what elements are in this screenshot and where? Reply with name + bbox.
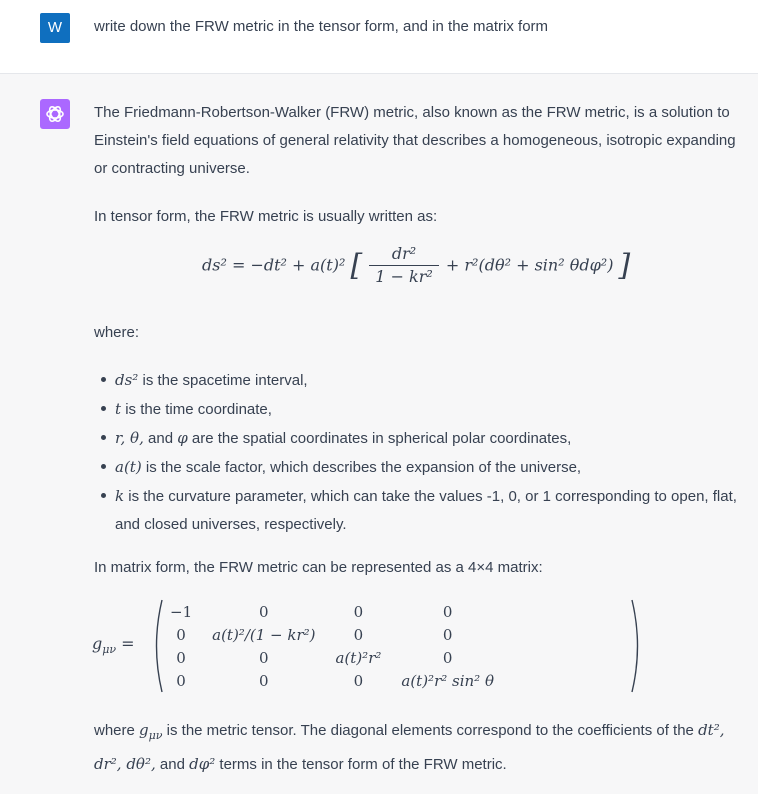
matrix-cell: 0	[176, 625, 186, 644]
user-message-text: write down the FRW metric in the tensor form, and in the matrix form	[94, 18, 549, 35]
tensor-intro: In tensor form, the FRW metric is usually written as:	[94, 208, 438, 225]
left-bracket: [	[350, 248, 363, 283]
equation-lhs: ds² = −dt² + a(t)²	[202, 255, 346, 275]
matrix-cell: 0	[259, 671, 269, 690]
matrix-cell: 0	[176, 648, 186, 667]
assistant-message-row	[0, 74, 758, 794]
matrix-cell: 0	[259, 648, 269, 667]
matrix-row	[160, 646, 504, 669]
where-label: where:	[94, 324, 140, 341]
matrix-cell: 0	[353, 625, 364, 644]
matrix-right-paren	[630, 598, 644, 694]
definitions-list	[94, 366, 744, 539]
right-bracket: ]	[618, 248, 631, 283]
list-item: t is the time coordinate,	[94, 395, 744, 424]
matrix-cell: 0	[442, 648, 453, 667]
equation-fraction	[369, 244, 439, 288]
user-message-row	[0, 0, 758, 74]
intro-paragraph: The Friedmann-Robertson-Walker (FRW) metric, also known as the FRW metric, is a solution to Einstein's field equations of general relativity that describes a homogeneous, isotropic expanding or contracting universe.	[94, 104, 736, 177]
frw-tensor-equation	[202, 244, 630, 288]
list-item: a(t) is the scale factor, which describes the expansion of the universe,	[94, 453, 744, 482]
matrix-cell: 0	[442, 602, 453, 621]
list-item: k is the curvature parameter, which can take the values -1, 0, or 1 corresponding to open, flat, and closed universes, respectively.	[94, 482, 744, 539]
user-avatar: W	[40, 13, 70, 43]
matrix-intro: In matrix form, the FRW metric can be represented as a 4×4 matrix:	[94, 559, 543, 576]
outro-paragraph: where $g_{\mu\nu}$ is the metric tensor. The diagonal elements correspond to the coefficients of the dt², dr², dθ², and dφ² terms in the tensor form of the FRW metric.	[94, 721, 725, 773]
fraction-numerator: dr²	[369, 244, 439, 266]
matrix-row	[160, 623, 504, 646]
matrix-cell: 0	[353, 602, 364, 621]
metric-matrix	[160, 600, 504, 692]
openai-logo-icon	[44, 103, 66, 125]
matrix-row	[160, 669, 504, 692]
matrix-row	[160, 600, 504, 623]
matrix-cell: 0	[353, 671, 364, 690]
assistant-avatar	[40, 99, 70, 129]
fraction-denominator: 1 − kr²	[375, 267, 433, 286]
list-item: r, θ, and φ are the spatial coordinates in spherical polar coordinates,	[94, 424, 744, 453]
matrix-cell: 0	[442, 625, 453, 644]
frw-matrix-equation	[92, 598, 658, 698]
matrix-cell: −1	[170, 602, 193, 621]
equation-rest: + r²(dθ² + sin² θdφ²)	[445, 255, 614, 275]
matrix-cell: 0	[259, 602, 269, 621]
matrix-cell: a(t)²r²	[335, 648, 382, 667]
matrix-cell: a(t)²/(1 − kr²)	[212, 625, 316, 644]
matrix-lhs: $g_{\mu\nu}$ =	[92, 634, 135, 657]
matrix-cell: a(t)²r² sin² θ	[401, 671, 494, 690]
matrix-cell: 0	[176, 671, 186, 690]
list-item: ds² is the spacetime interval,	[94, 366, 744, 395]
